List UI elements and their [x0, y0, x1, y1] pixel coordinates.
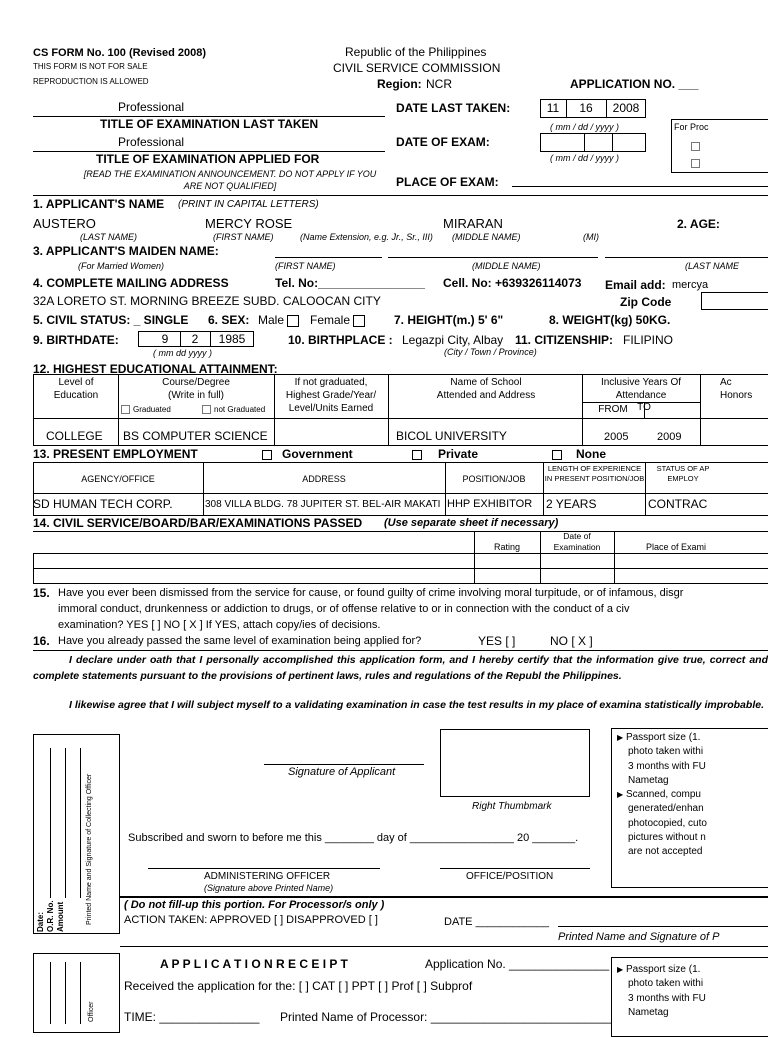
- employment-none[interactable]: [552, 447, 606, 461]
- male-checkbox[interactable]: [287, 315, 299, 327]
- collecting-officer-label: Printed Name and Signature of Collecting Officer: [86, 773, 93, 925]
- graduated-checkbox[interactable]: [121, 405, 130, 414]
- application-number-label: APPLICATION NO. ___: [570, 77, 699, 91]
- region-value: NCR: [426, 77, 452, 91]
- photo-note-4: Nametag: [628, 774, 669, 786]
- republic-heading: Republic of the Philippines: [345, 45, 487, 59]
- employment-government[interactable]: [262, 447, 353, 461]
- exam-note: [READ THE EXAMINATION ANNOUNCEMENT. DO NOT APPLY IF YOU ARE NOT QUALIFIED]: [83, 169, 377, 191]
- col-to: TO: [637, 402, 651, 413]
- none-label: None: [576, 447, 606, 461]
- sex-label: 6. SEX:: [208, 313, 250, 327]
- civil-status: 5. CIVIL STATUS: _ SINGLE: [33, 313, 189, 327]
- for-processor-label: For Proc: [674, 122, 709, 132]
- or-no-side-label: O.R. No.: [46, 900, 55, 932]
- col-not-grad: If not graduated, Highest Grade/Year/ Level/Units Earned: [285, 377, 377, 414]
- date-of-exam-boxes[interactable]: [540, 133, 646, 152]
- photo-note-5: ▶ Scanned, compu: [617, 789, 701, 801]
- sex-male[interactable]: [258, 313, 299, 327]
- receipt-app-no: Application No. _______________: [425, 957, 610, 971]
- middle-name-value: MIRARAN: [443, 216, 503, 231]
- not-graduated-label: not Graduated: [214, 405, 266, 414]
- none-checkbox[interactable]: [552, 450, 562, 460]
- q16-yes[interactable]: YES [ ]: [478, 634, 516, 648]
- edu-course-value: BS COMPUTER SCIENCE: [123, 429, 268, 443]
- applicant-name-label: 1. APPLICANT'S NAME: [33, 197, 165, 211]
- extension-caption: (Name Extension, e.g. Jr., Sr., III): [300, 232, 433, 242]
- col-rating: Rating: [493, 542, 520, 552]
- col-level: Level of Education: [53, 377, 99, 401]
- employment-title: 13. PRESENT EMPLOYMENT: [33, 447, 198, 461]
- col-position: POSITION/JOB: [462, 474, 526, 484]
- declaration-paragraph-1: I declare under oath that I personally accomplished this application form, and I hereby certify that the information give true, correct and complete statements pursuant to the provisions of pertinent laws, rules and regulations of the Republ the Philippines.: [33, 654, 768, 682]
- not-for-sale-note: THIS FORM IS NOT FOR SALE: [33, 62, 148, 71]
- cell-label: Cell. No: +639326114073: [443, 276, 582, 290]
- birth-mm: 9: [161, 332, 169, 346]
- photo-note-1: ▶ Passport size (1.: [617, 732, 701, 743]
- government-checkbox[interactable]: [262, 450, 272, 460]
- edu-year-to: 2009: [657, 431, 682, 443]
- col-agency: AGENCY/OFFICE: [81, 474, 155, 484]
- applied-title: TITLE OF EXAMINATION APPLIED FOR: [96, 152, 320, 166]
- male-label: Male: [258, 313, 285, 327]
- col-honors: Ac Honors: [720, 377, 753, 401]
- birthdate-label: 9. BIRTHDATE:: [33, 333, 119, 347]
- place-of-exam-label: PLACE OF EXAM:: [396, 175, 499, 189]
- weight-value: 8. WEIGHT(kg) 50KG.: [549, 313, 671, 327]
- photo-notes: [617, 731, 767, 860]
- employment-private[interactable]: [412, 447, 478, 461]
- photo-note-7: photocopied, cuto: [628, 817, 707, 829]
- eligibility-title: 14. CIVIL SERVICE/BOARD/BAR/EXAMINATIONS PASSED: [33, 516, 363, 530]
- thumbmark-label: Right Thumbmark: [472, 801, 552, 812]
- sex-female[interactable]: [310, 313, 365, 327]
- col-course: Course/Degree (Write in full): [162, 377, 230, 401]
- subscribed-text: Subscribed and sworn to before me this ________ day of _________________ 20 _______.: [128, 832, 579, 844]
- not-graduated-checkbox[interactable]: [202, 405, 211, 414]
- birthplace-label: 10. BIRTHPLACE :: [288, 333, 393, 347]
- last-taken-yyyy: 2008: [612, 101, 640, 115]
- receipt-officer-box: [33, 953, 120, 1033]
- receipt-officer-label: Officer: [88, 1001, 95, 1022]
- processor-printed-name: Printed Name and Signature of P: [558, 931, 720, 943]
- maiden-name-label: 3. APPLICANT'S MAIDEN NAME:: [33, 244, 219, 258]
- office-position-label: OFFICE/POSITION: [466, 871, 554, 882]
- commission-heading: CIVIL SERVICE COMMISSION: [333, 61, 501, 75]
- thumbmark-box: [440, 729, 590, 797]
- processor-note: ( Do not fill-up this portion. For Processor/s only ): [124, 899, 385, 911]
- photo-note-3: 3 months with FU: [628, 760, 706, 772]
- not-graduated-option[interactable]: [202, 405, 265, 414]
- mi-caption: (MI): [583, 232, 599, 242]
- processor-date: DATE ____________: [444, 916, 549, 928]
- citizenship-value: FILIPINO: [623, 333, 674, 347]
- processor-checkbox-2[interactable]: [691, 155, 703, 173]
- receipt-time: TIME: _______________: [124, 1010, 260, 1024]
- col-address: ADDRESS: [302, 474, 346, 484]
- emp-position-value: HHP EXHIBITOR: [447, 498, 533, 510]
- last-taken-title: TITLE OF EXAMINATION LAST TAKEN: [100, 117, 319, 131]
- last-taken-value: Professional: [118, 100, 185, 114]
- last-taken-dd: 16: [579, 101, 593, 115]
- applied-value: Professional: [118, 135, 185, 149]
- last-name-value: AUSTERO: [33, 216, 96, 231]
- private-label: Private: [438, 447, 479, 461]
- graduated-label: Graduated: [133, 405, 171, 414]
- emp-address-value: 308 VILLA BLDG. 78 JUPITER ST. BEL-AIR MAKATI: [205, 499, 441, 510]
- zip-code-label: Zip Code: [620, 295, 672, 309]
- photo-note-6: generated/enhan: [628, 803, 704, 815]
- applicant-name-hint: (PRINT IN CAPITAL LETTERS): [178, 199, 319, 210]
- photo-note-9: are not accepted: [628, 846, 703, 858]
- region-label: Region:: [377, 77, 422, 91]
- edu-school-value: BICOL UNIVERSITY: [396, 429, 507, 443]
- col-exam-place: Place of Exami: [646, 542, 707, 552]
- reproduction-note: REPRODUCTION IS ALLOWED: [33, 77, 149, 86]
- edu-level-value: COLLEGE: [46, 429, 103, 443]
- photo-note-8: pictures without n: [628, 832, 706, 844]
- maiden-first-caption: (FIRST NAME): [275, 261, 336, 271]
- citizenship-label: 11. CITIZENSHIP:: [515, 333, 614, 347]
- private-checkbox[interactable]: [412, 450, 422, 460]
- date-format-caption: ( mm / dd / yyyy ): [550, 122, 620, 132]
- tel-label: Tel. No:________________: [275, 276, 425, 290]
- col-status: STATUS OF AP EMPLOY: [656, 464, 710, 483]
- processor-checkbox-1[interactable]: [691, 138, 703, 156]
- form-number: CS FORM No. 100 (Revised 2008): [33, 47, 207, 59]
- birthplace-value: Legazpi City, Albay: [402, 333, 504, 347]
- receipt-photo-note-3: 3 months with FU: [628, 992, 706, 1004]
- emp-status-value: CONTRAC: [648, 497, 708, 511]
- receipt-photo-note-4: Nametag: [628, 1006, 669, 1018]
- col-length: LENGTH OF EXPERIENCE IN PRESENT POSITION/JOB: [544, 464, 645, 483]
- date-side-label: Date:: [36, 911, 45, 932]
- first-name-caption: (FIRST NAME): [213, 232, 274, 242]
- col-school: Name of School Attended and Address: [436, 377, 536, 401]
- government-label: Government: [282, 447, 353, 461]
- emp-agency-value: SD HUMAN TECH CORP.: [33, 497, 173, 511]
- email-label: Email add:: [605, 278, 666, 292]
- edu-year-from: 2005: [604, 431, 629, 443]
- col-from: FROM: [598, 404, 628, 415]
- last-taken-mm: 11: [546, 101, 560, 115]
- receipt-photo-notes: [617, 963, 706, 1020]
- maiden-last-caption: (LAST NAME: [685, 261, 740, 271]
- receipt-photo-note-2: photo taken withi: [628, 978, 704, 990]
- q16-number: 16.: [33, 634, 50, 648]
- receipt-title: A P P L I C A T I O N R E C E I P T: [160, 957, 348, 971]
- emp-length-value: 2 YEARS: [546, 497, 597, 511]
- receipt-received[interactable]: Received the application for the: [ ] CAT [ ] PPT [ ] Prof [ ] Subprof: [124, 979, 473, 993]
- administering-officer-label: ADMINISTERING OFFICER: [204, 871, 331, 882]
- birth-dd: 2: [191, 332, 199, 346]
- q16-text: Have you already passed the same level of examination being applied for?: [58, 635, 422, 647]
- female-label: Female: [310, 313, 351, 327]
- eligibility-hint: (Use separate sheet if necessary): [384, 517, 559, 529]
- q15-line3: examination? YES [ ] NO [ X ] If YES, attach copy/ies of decisions.: [58, 619, 381, 631]
- date-format-caption-2: ( mm / dd / yyyy ): [550, 153, 620, 163]
- mailing-address-label: 4. COMPLETE MAILING ADDRESS: [33, 276, 229, 290]
- address-value: 32A LORETO ST. MORNING BREEZE SUBD. CALOOCAN CITY: [33, 294, 381, 308]
- col-years: Inclusive Years Of Attendance: [600, 377, 682, 401]
- administering-officer-sub: (Signature above Printed Name): [204, 883, 334, 893]
- height-value: 7. HEIGHT(m.) 5' 6": [394, 313, 504, 327]
- col-exam-date: Date of Examination: [553, 531, 601, 552]
- declaration-paragraph-2: I likewise agree that I will subject myself to a validating examination in case the test results in my place of examina statistically improbable.: [69, 699, 764, 711]
- maiden-middle-caption: (MIDDLE NAME): [472, 261, 541, 271]
- birth-format-caption: ( mm dd yyyy ): [153, 348, 213, 358]
- q15-number: 15.: [33, 586, 50, 600]
- action-taken[interactable]: ACTION TAKEN: APPROVED [ ] DISAPPROVED [ ]: [124, 914, 378, 926]
- email-value: mercya: [672, 279, 709, 291]
- photo-note-2: photo taken withi: [628, 746, 704, 758]
- signature-applicant-label: Signature of Applicant: [288, 766, 396, 778]
- last-name-caption: (LAST NAME): [80, 232, 138, 242]
- birth-yyyy: 1985: [218, 332, 246, 346]
- q15-line2: immoral conduct, drunkenness or addiction to drugs, or of offense relative to or in connection with the conduct of a civ: [58, 603, 630, 615]
- first-name-value: MERCY ROSE: [205, 216, 293, 231]
- education-title: 12. HIGHEST EDUCATIONAL ATTAINMENT:: [33, 362, 278, 376]
- married-caption: (For Married Women): [78, 261, 165, 271]
- zip-code-box[interactable]: [701, 292, 768, 310]
- q16-no[interactable]: NO [ X ]: [550, 634, 593, 648]
- receipt-processor: Printed Name of Processor: ___________________________: [280, 1010, 611, 1024]
- middle-name-caption: (MIDDLE NAME): [452, 232, 521, 242]
- graduated-option[interactable]: [121, 405, 171, 414]
- receipt-photo-note-1: ▶ Passport size (1.: [617, 964, 701, 975]
- date-last-taken-label: DATE LAST TAKEN:: [396, 101, 511, 115]
- female-checkbox[interactable]: [353, 315, 365, 327]
- date-of-exam-label: DATE OF EXAM:: [396, 135, 490, 149]
- q15-line1: Have you ever been dismissed from the service for cause, or found guilty of crime involving moral turpitude, or of infamous, disgr: [58, 587, 684, 599]
- age-label: 2. AGE:: [677, 217, 720, 231]
- amount-side-label: Amount: [56, 901, 65, 932]
- birthplace-caption: (City / Town / Province): [444, 347, 537, 357]
